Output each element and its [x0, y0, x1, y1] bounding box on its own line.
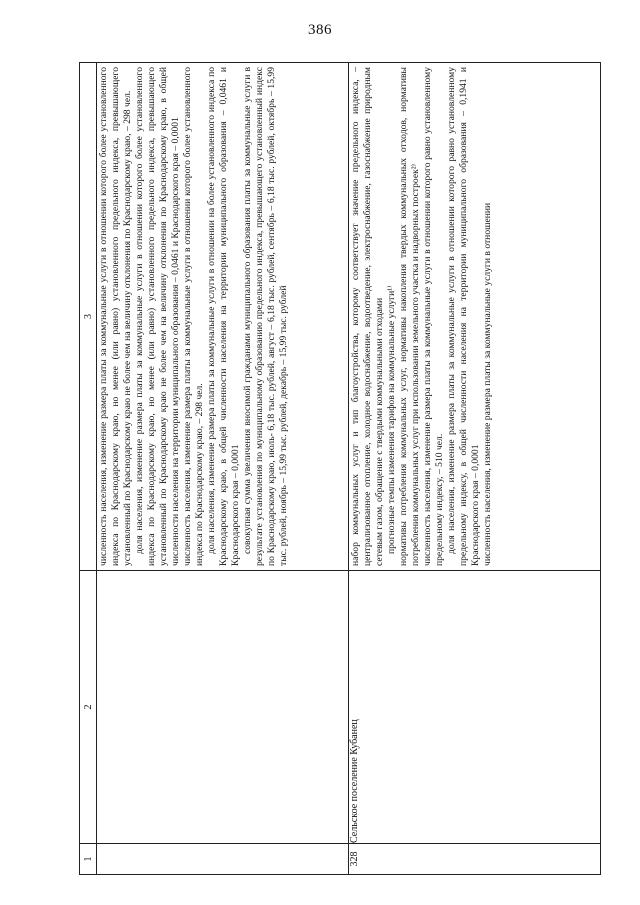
table-header-row — [80, 63, 97, 875]
indicator-paragraph: нормативы потребления коммунальных услуг, нормативы накопления твердых коммунальных отходов, нормативы потребления коммунальных услуг при использовании земельного участка и надворных построек²⁾ — [398, 67, 421, 566]
indicator-paragraph: доля населения, изменение размера платы за коммунальные услуги в отношении на более установленного индекса по Краснодарскому краю, в общей численности населения на территории муниципального образования – 0,0461 и Краснодарского края – 0,0001 — [206, 67, 241, 566]
indicator-paragraph: совокупная сумма увеличения вносимой гражданами муниципального образования платы за коммунальные услуги в результате установления по муниципальному образованию предельного индекса, превышающего установленный индекс по Краснодарскому краю, июль- 6,18 тыс. рублей, август – 6,18 тыс. рублей, сентябрь – 6,18 тыс. рублей, октябрь – 15,99 тыс. рублей, ноябрь – 15,99 тыс. рублей, декабрь – 15,99 тыс. рублей — [242, 67, 289, 566]
rotated-table-container — [79, 63, 601, 875]
indicator-paragraph: численность населения, изменение размера платы за коммунальные услуги в отношении которого более установленного индекса по Краснодарскому краю, – 298 чел. — [182, 67, 205, 566]
indicator-paragraph: доля населения, изменение размера платы за коммунальные услуги в отношении которого более установленного индекса по Краснодарскому краю, но менее (или равно) установленного предельного индекса, превышающего установленный по Краснодарскому краю не более чем на величину отклонения по Краснодарскому краю, в общей численности населения на территории муниципального образования – 0,0461 и Краснодарского края – 0,0001 — [134, 67, 181, 566]
settlement-name — [97, 571, 349, 844]
indicator-paragraph: прогнозные темпы изменения тарифов на коммунальные услуги¹⁾ — [386, 285, 397, 554]
header-col-3: 3 — [80, 63, 97, 571]
indicator-paragraph: доля населения, изменение размера платы за коммунальные услуги в отношении которого равно установленному предельному индексу, в общей численности населения на территории муниципального образования – 0,1941 и Краснодарского края – 0,0001 — [446, 67, 481, 566]
row-number: 328 — [349, 844, 601, 875]
indicator-paragraph: численность населения, изменение размера платы за коммунальные услуги в отношении которого более установленного индекса по Краснодарскому краю, но менее (или равно) установленного предельного индекса, превышающего установленный по Краснодарскому краю не более чем на величину отклонения по Краснодарскому краю, – 298 чел. — [98, 67, 133, 566]
indicator-cell — [97, 63, 349, 571]
table-row — [349, 63, 601, 875]
row-number — [97, 844, 349, 875]
settlement-name: Сельское поселение Кубанец — [349, 571, 601, 844]
indicator-paragraph: набор коммунальных услуг и тип благоустройства, которому соответствует значение предельного индекса, – централизованное отопление, холодное водоснабжение, водоотведение, электроснабжение, газоснабжение природным сетевым газом, обращение с твердыми коммунальными отходами — [350, 67, 385, 566]
data-table — [79, 62, 601, 875]
indicator-paragraph: численность населения, изменение размера платы за коммунальные услуги в отношении которого равно установленному предельному индексу, – 510 чел. — [422, 67, 445, 566]
indicator-cell — [349, 63, 601, 571]
indicator-paragraph: численность населения, изменение размера платы за коммунальные услуги в отношении — [482, 202, 493, 566]
table-row — [97, 63, 349, 875]
header-col-1: 1 — [80, 844, 97, 875]
page-number: 386 — [308, 22, 332, 38]
header-col-2: 2 — [80, 571, 97, 844]
